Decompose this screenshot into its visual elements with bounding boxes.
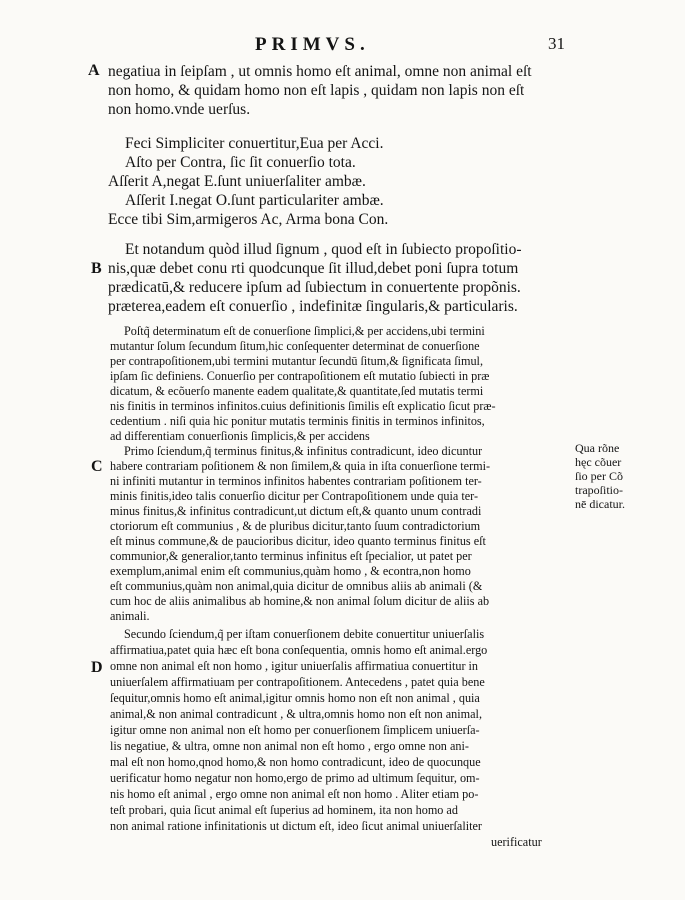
text-line: non homo, & quidam homo non eſt lapis , quidam non lapis non eſt bbox=[108, 82, 525, 99]
text-line: non homo.vnde uerſus. bbox=[108, 101, 251, 118]
marginal-note-line: ſio per Cõ bbox=[575, 469, 623, 483]
commentary-line: cedentium . niſi quia hic ponitur mutatis terminis finitis in terminos infinitos, bbox=[110, 414, 485, 428]
verse-line: Feci Simpliciter conuertitur,Eua per Acci. bbox=[125, 135, 384, 152]
text-line: præterea,eadem eſt conuerſio , indefinitæ ſingularis,& particularis. bbox=[108, 298, 518, 315]
text-line: negatiua in ſeipſam , ut omnis homo eſt animal, omne non animal eſt bbox=[108, 63, 532, 80]
commentary-line: non animal ratione infinitationis ut dictum eſt, ideo ſicut animal uniuerſaliter bbox=[110, 819, 482, 833]
section-letter-d: D bbox=[91, 659, 103, 676]
commentary-line: uerificatur bbox=[491, 835, 542, 849]
commentary-line: minus finitus,& infinitus contradicunt,ut dictum eſt,& quanto unum contradi bbox=[110, 504, 482, 518]
commentary-line: nis finitis in terminos infinitos.cuius definitionis ſimilis eſt explicatio ſicut præ- bbox=[110, 399, 496, 413]
section-letter-c: C bbox=[91, 458, 103, 475]
commentary-line: ad differentiam conuerſionis ſimplicis,& per accidens bbox=[110, 429, 370, 443]
marginal-note-line: nē dicatur. bbox=[575, 497, 625, 511]
verse-line: Aſſerit I.negat O.ſunt particulariter ambæ. bbox=[125, 192, 384, 209]
commentary-line: uniuerſalem affirmatiuam per contrapoſitionem. Antecedens , patet quia bene bbox=[110, 675, 485, 689]
commentary-line: exemplum,animal enim eſt communius,quàm homo , & econtra,non homo bbox=[110, 564, 471, 578]
text-line: prædicatū,& reducere ipſum ad ſubiectum in conuertente propõnis. bbox=[108, 279, 521, 296]
commentary-line: ni infiniti mutantur in terminos infinitos habentes contrariam poſitionem ter- bbox=[110, 474, 482, 488]
commentary-line: eſt communius,quàm non animal,quia dicitur de omnibus aliis ab animali (& bbox=[110, 579, 483, 593]
marginal-note-line: trapoſitio- bbox=[575, 483, 623, 497]
marginal-note-line: hęc cõuer bbox=[575, 455, 622, 469]
page-number: 31 bbox=[548, 34, 565, 53]
marginal-note bbox=[575, 441, 675, 511]
commentary-line: communior,& generalior,tanto terminus infinitus eſt ſpecialior, ut patet per bbox=[110, 549, 472, 563]
verse-line: Ecce tibi Sim,armigeros Ac, Arma bona Con. bbox=[108, 211, 389, 228]
commentary-line: minis finitis,ideo talis conuerſio dicitur per Contrapoſitionem unde quia ter- bbox=[110, 489, 479, 503]
commentary-line: animal,& non animal contradicunt , & ultra,omnis homo non eſt non animal, bbox=[110, 707, 482, 721]
marginal-note-line: Qua rõne bbox=[575, 441, 620, 455]
verse-line: Aſto per Contra, ſic ſit conuerſio tota. bbox=[125, 154, 356, 171]
commentary-line: lis negatiue, & ultra, omne non animal non eſt homo , ergo omne non ani- bbox=[110, 739, 469, 753]
commentary-line: igitur omne non animal non eſt homo per conuerſionem ſimplicem uniuerſa- bbox=[110, 723, 480, 737]
commentary-line: eſt minus commune,& de paucioribus dicitur, ideo quanto terminus finitus eſt bbox=[110, 534, 486, 548]
commentary-line: affirmatiua,patet quia hæc eſt bona conſequentia, omnis homo eſt animal.ergo bbox=[110, 643, 488, 657]
text-line: nis,quæ debet conu rti quodcunque ſit illud,debet poni ſupra totum bbox=[108, 260, 519, 277]
commentary-line: Secundo ſciendum,q̃ per iſtam conuerſionem debite conuertitur uniuerſalis bbox=[124, 627, 485, 641]
commentary-line: nis homo eſt animal , ergo omne non animal eſt non homo . Aliter etiam po- bbox=[110, 787, 479, 801]
verse-line: Aſſerit A,negat E.ſunt uniuerſaliter ambæ. bbox=[108, 173, 366, 190]
text-line: Et notandum quòd illud ſignum , quod eſt in ſubiecto propoſitio- bbox=[125, 241, 522, 258]
commentary-line: Poſtq̃ determinatum eſt de conuerſione ſimplici,& per accidens,ubi termini bbox=[124, 324, 485, 338]
commentary-line: habere contrariam poſitionem & non ſimilem,& quia in iſta conuerſione termi- bbox=[110, 459, 491, 473]
commentary-line: uerificatur homo negatur non homo,ergo de primo ad ultimum ſequitur, om- bbox=[110, 771, 480, 785]
commentary-line: teſt probari, quia ſicut animal eſt ſuperius ad hominem, ita non homo ad bbox=[110, 803, 458, 817]
page-header bbox=[0, 34, 685, 58]
commentary-line: ſequitur,omnis homo eſt animal,igitur omnis homo non eſt non animal , quia bbox=[110, 691, 480, 705]
commentary-line: per contrapoſitionem,ubi termini mutantur ſecundū ſitum,& ſignificata ſimul, bbox=[110, 354, 483, 368]
commentary-line: mal eſt non homo,qnod homo,& non homo contradicunt, ideo de quocunque bbox=[110, 755, 481, 769]
commentary-line: ipſam ſic definiens. Conuerſio per contrapoſitionem eſt mutatio ſubiecti in præ bbox=[110, 369, 490, 383]
commentary-line: animali. bbox=[110, 609, 150, 623]
commentary-line: cum hoc de aliis animalibus ab homine,& non animal ſolum dicitur de aliis ab bbox=[110, 594, 490, 608]
commentary-line: dicatum, & ecõuerſo manente eadem qualitate,& quantitate,ſed mutatis termi bbox=[110, 384, 484, 398]
commentary-line: Primo ſciendum,q̃ terminus finitus,& infinitus contradicunt, ideo dicuntur bbox=[124, 444, 483, 458]
running-title: PRIMVS. bbox=[255, 34, 370, 55]
section-letter-a: A bbox=[88, 62, 100, 79]
section-letter-b: B bbox=[91, 260, 102, 277]
commentary-line: omne non animal eſt non homo , igitur uniuerſalis affirmatiua conuertitur in bbox=[110, 659, 479, 673]
commentary-line: ctoriorum eſt communius , & de pluribus dicitur,tanto ſuum contradictorium bbox=[110, 519, 481, 533]
commentary-line: mutantur ſolum ſecundum ſitum,hic conſequenter determinat de conuerſione bbox=[110, 339, 480, 353]
